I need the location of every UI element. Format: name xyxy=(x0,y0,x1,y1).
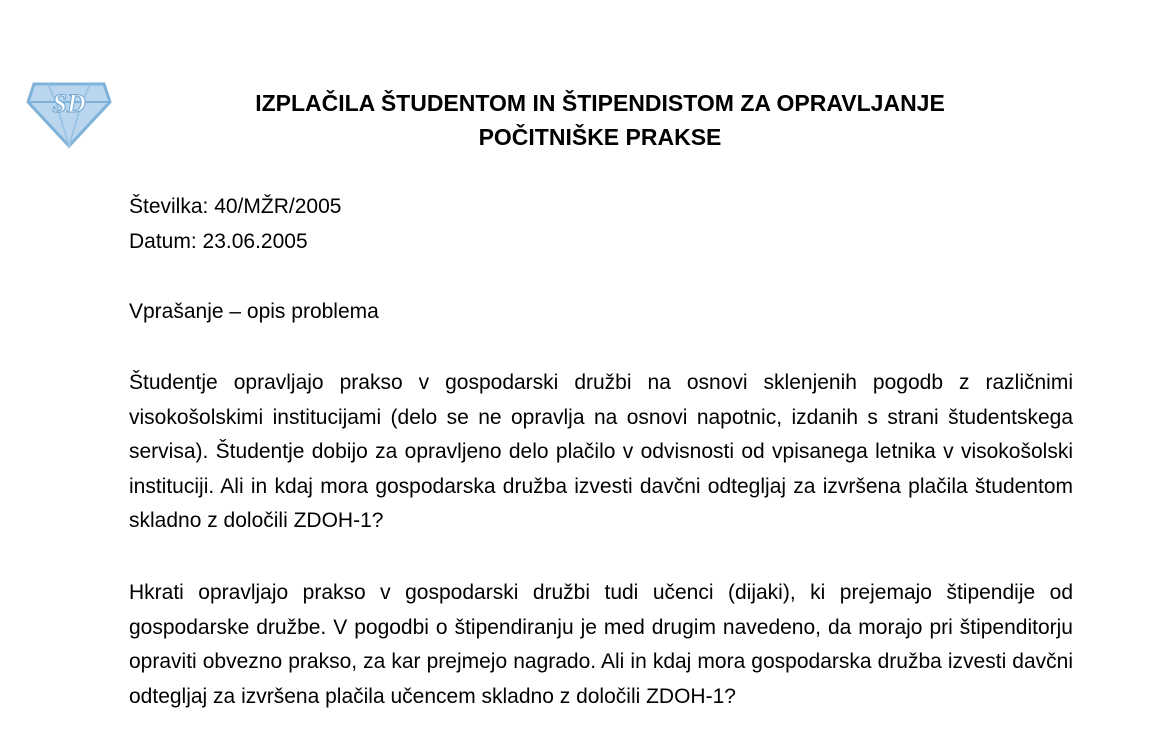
document-date: Datum: 23.06.2005 xyxy=(129,230,308,253)
sd-logo xyxy=(26,76,112,150)
diamond-logo-icon xyxy=(26,76,112,150)
page-title-line-2: POČITNIŠKE PRAKSE xyxy=(478,124,722,150)
section-heading: Vprašanje – opis problema xyxy=(129,300,379,323)
paragraph-scholarship-holders: Hkrati opravljajo prakso v gospodarski družbi tudi učenci (dijaki), ki prejemajo štipendije od gospodarske družbe. V pogodbi o štipendiranju je med drugim navedeno, da morajo pri štipenditorju opraviti obvezno prakso, za kar prejmejo nagrado. Ali in kdaj mora gospodarska družba izvesti davčni odtegljaj za izvršena plačila učencem skladno z določili ZDOH-1? xyxy=(129,581,1073,708)
document-number: Številka: 40/MŽR/2005 xyxy=(129,195,342,218)
paragraph-students: Študentje opravljajo prakso v gospodarski družbi na osnovi sklenjenih pogodb z različnimi visokošolskimi institucijami (delo se ne opravlja na osnovi napotnic, izdanih s strani študentskega servisa). Študentje dobijo za opravljeno delo plačilo v odvisnosti od vpisanega letnika v visokošolski instituciji. Ali in kdaj mora gospodarska družba izvesti davčni odtegljaj za izvršena plačila študentom skladno z določili ZDOH-1? xyxy=(129,371,1073,532)
svg-text:SD: SD xyxy=(52,89,86,118)
page-title-line-1: IZPLAČILA ŠTUDENTOM IN ŠTIPENDISTOM ZA OPRAVLJANJE xyxy=(255,90,945,116)
page-title xyxy=(140,86,1060,154)
